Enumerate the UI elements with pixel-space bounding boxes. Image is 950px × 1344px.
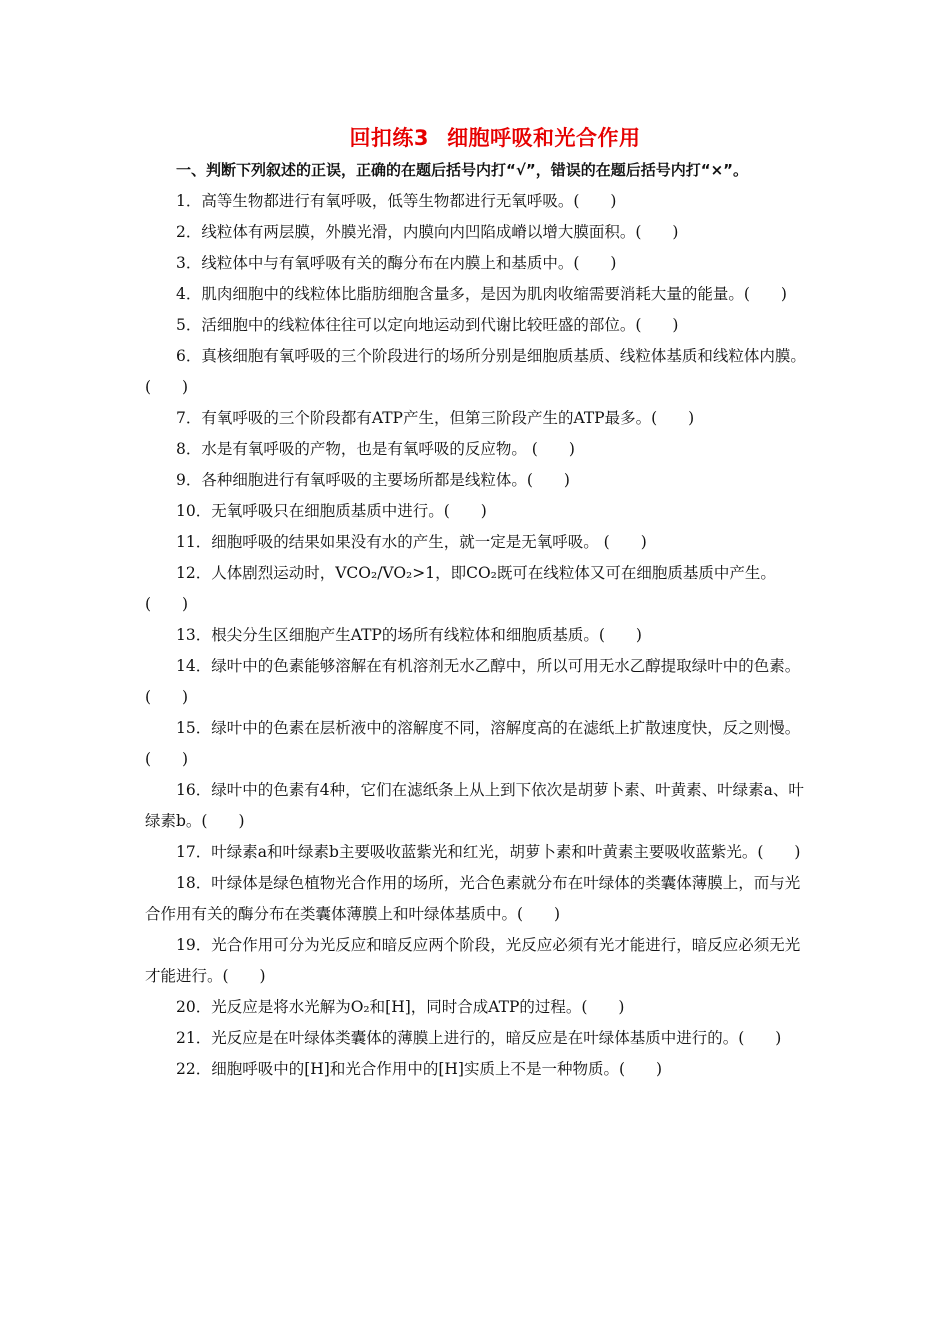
question-item: 8．水是有氧呼吸的产物，也是有氧呼吸的反应物。 ( ) bbox=[176, 440, 575, 458]
question-item: 7．有氧呼吸的三个阶段都有ATP产生，但第三阶段产生的ATP最多。( ) bbox=[176, 409, 695, 427]
question-item: 12．人体剧烈运动时，VCO₂/VO₂>1，即CO₂既可在线粒体又可在细胞质基质中产生。( ) bbox=[145, 564, 776, 613]
question-item: 6．真核细胞有氧呼吸的三个阶段进行的场所分别是细胞质基质、线粒体基质和线粒体内膜。( ) bbox=[145, 347, 806, 396]
question-item: 19．光合作用可分为光反应和暗反应两个阶段，光反应必须有光才能进行，暗反应必须无光才能进行。( ) bbox=[145, 936, 801, 985]
question-item: 15．绿叶中的色素在层析液中的溶解度不同，溶解度高的在滤纸上扩散速度快，反之则慢。( ) bbox=[145, 719, 801, 768]
question-list bbox=[145, 155, 813, 1085]
question-item: 17．叶绿素a和叶绿素b主要吸收蓝紫光和红光，胡萝卜素和叶黄素主要吸收蓝紫光。( ) bbox=[176, 843, 801, 861]
question-item: 4．肌肉细胞中的线粒体比脂肪细胞含量多，是因为肌肉收缩需要消耗大量的能量。( ) bbox=[176, 285, 787, 303]
section-instruction: 一、判断下列叙述的正误，正确的在题后括号内打“√”，错误的在题后括号内打“×”。 bbox=[176, 161, 749, 179]
question-item: 13．根尖分生区细胞产生ATP的场所有线粒体和细胞质基质。( ) bbox=[176, 626, 642, 644]
question-item: 21．光反应是在叶绿体类囊体的薄膜上进行的，暗反应是在叶绿体基质中进行的。( ) bbox=[176, 1029, 782, 1047]
question-item: 10．无氧呼吸只在细胞质基质中进行。( ) bbox=[176, 502, 487, 520]
question-item: 14．绿叶中的色素能够溶解在有机溶剂无水乙醇中，所以可用无水乙醇提取绿叶中的色素。 ( ) bbox=[145, 657, 801, 706]
question-item: 9．各种细胞进行有氧呼吸的主要场所都是线粒体。( ) bbox=[176, 471, 570, 489]
question-item: 2．线粒体有两层膜，外膜光滑，内膜向内凹陷成嵴以增大膜面积。( ) bbox=[176, 223, 679, 241]
question-item: 3．线粒体中与有氧呼吸有关的酶分布在内膜上和基质中。( ) bbox=[176, 254, 617, 272]
question-item: 5．活细胞中的线粒体往往可以定向地运动到代谢比较旺盛的部位。( ) bbox=[176, 316, 679, 334]
question-item: 18．叶绿体是绿色植物光合作用的场所，光合色素就分布在叶绿体的类囊体薄膜上，而与光合作用有关的酶分布在类囊体薄膜上和叶绿体基质中。( ) bbox=[145, 874, 801, 923]
question-item: 11．细胞呼吸的结果如果没有水的产生，就一定是无氧呼吸。 ( ) bbox=[176, 533, 647, 551]
question-item: 22．细胞呼吸中的[H]和光合作用中的[H]实质上不是一种物质。( ) bbox=[176, 1060, 663, 1078]
title-number: 回扣练3 bbox=[349, 126, 430, 150]
question-item: 16．绿叶中的色素有4种，它们在滤纸条上从上到下依次是胡萝卜素、叶黄素、叶绿素a、叶绿素b。( ) bbox=[145, 781, 804, 830]
page-title bbox=[0, 122, 950, 152]
question-item: 20．光反应是将水光解为O₂和[H]，同时合成ATP的过程。( ) bbox=[176, 998, 625, 1016]
title-text: 细胞呼吸和光合作用 bbox=[447, 126, 641, 150]
question-item: 1．高等生物都进行有氧呼吸，低等生物都进行无氧呼吸。( ) bbox=[176, 192, 617, 210]
